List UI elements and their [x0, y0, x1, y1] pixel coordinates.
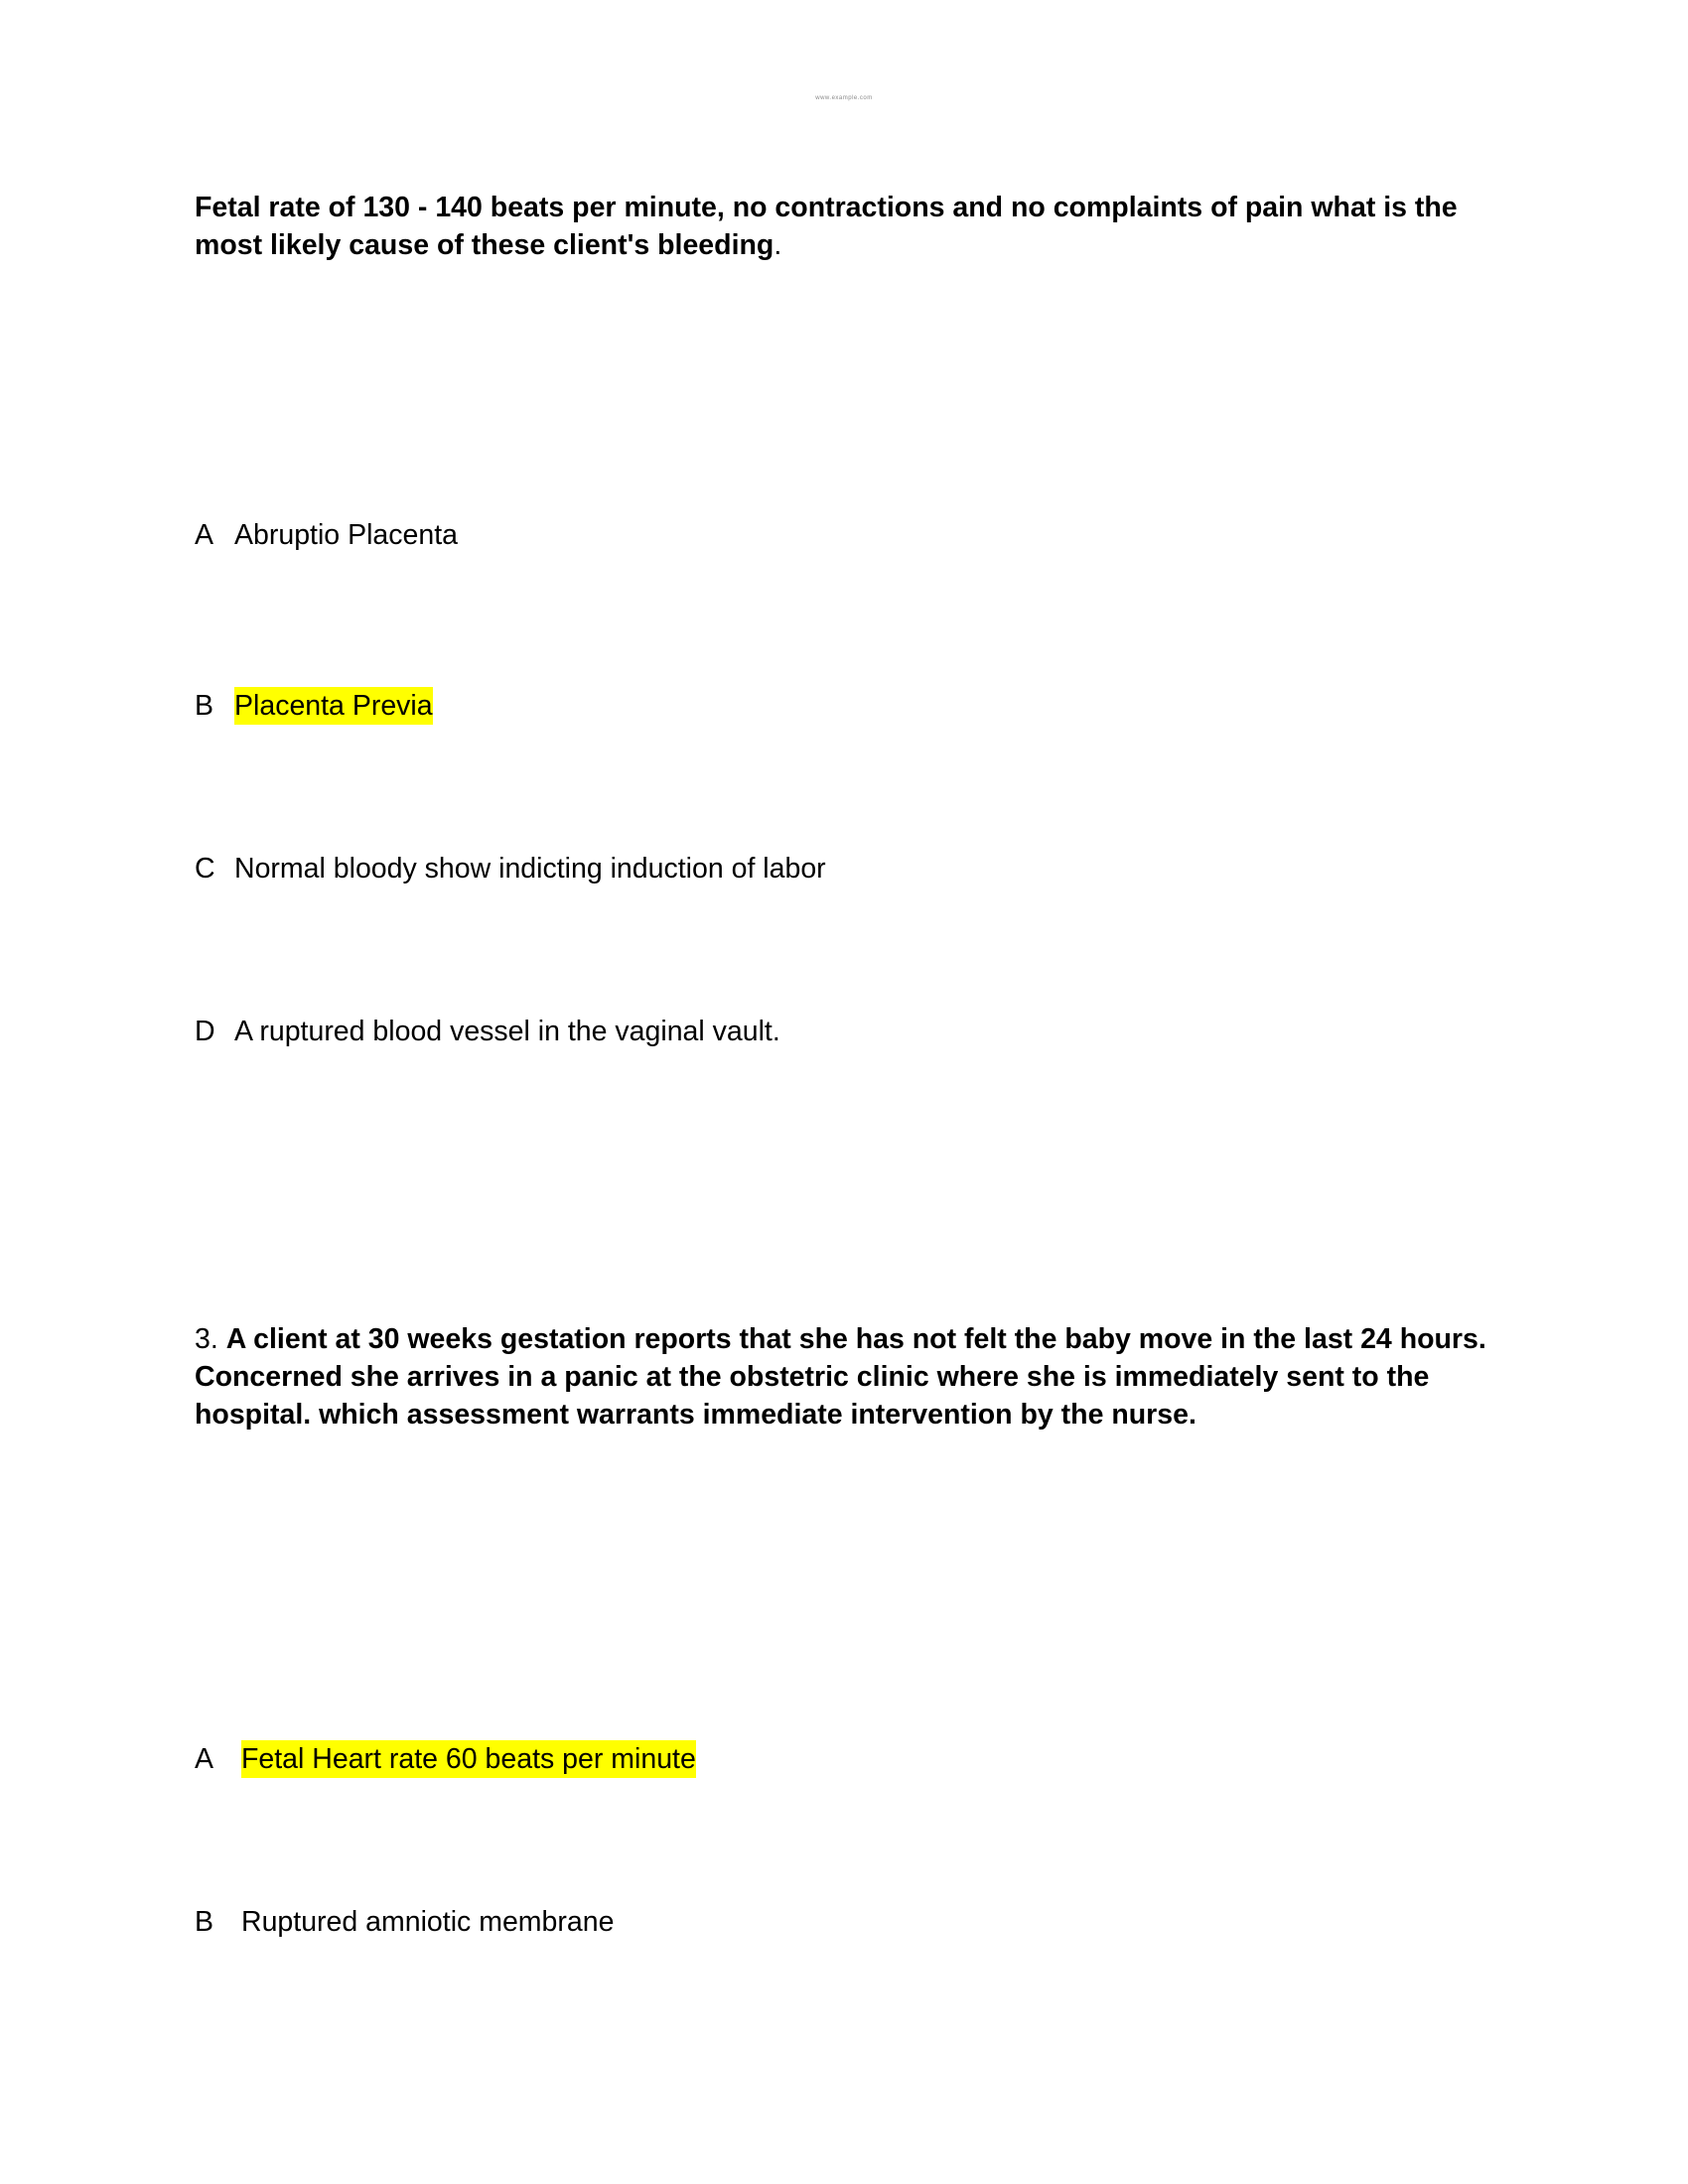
option-letter: A [195, 1743, 214, 1775]
question-1-option-b [195, 687, 433, 725]
option-text: Normal bloody show indicting induction of labor [234, 853, 826, 885]
option-text-highlighted: Fetal Heart rate 60 beats per minute [241, 1740, 696, 1778]
question-1-option-d [195, 1013, 780, 1050]
option-text: Abruptio Placenta [234, 519, 458, 551]
question-3-number: 3. [195, 1323, 226, 1355]
option-letter: C [195, 853, 215, 885]
question-1-option-a [195, 516, 458, 554]
question-1-period: . [774, 229, 782, 261]
option-letter: B [195, 690, 214, 722]
option-letter: A [195, 519, 214, 551]
option-letter: D [195, 1016, 215, 1047]
option-text: Ruptured amniotic membrane [241, 1906, 615, 1938]
option-text-highlighted: Placenta Previa [234, 687, 433, 725]
question-3-option-b [195, 1903, 614, 1941]
question-3-text: A client at 30 weeks gestation reports that she has not felt the baby move in the last 24 hours. Concerned she arrives in a panic at the obstetric clinic where she is immediately sent to the hospital. which assessment warrants immediate intervention by the nurse. [195, 1323, 1486, 1431]
question-3 [195, 1320, 1495, 1433]
question-3-option-a [195, 1740, 696, 1778]
question-1-text: Fetal rate of 130 - 140 beats per minute, no contractions and no complaints of pain what is the most likely cause of these client's bleeding [195, 192, 1458, 261]
option-text: A ruptured blood vessel in the vaginal vault. [234, 1016, 780, 1047]
question-1 [195, 189, 1495, 264]
question-1-option-c [195, 850, 826, 887]
header-watermark: www.example.com [815, 95, 873, 101]
option-letter: B [195, 1906, 214, 1938]
